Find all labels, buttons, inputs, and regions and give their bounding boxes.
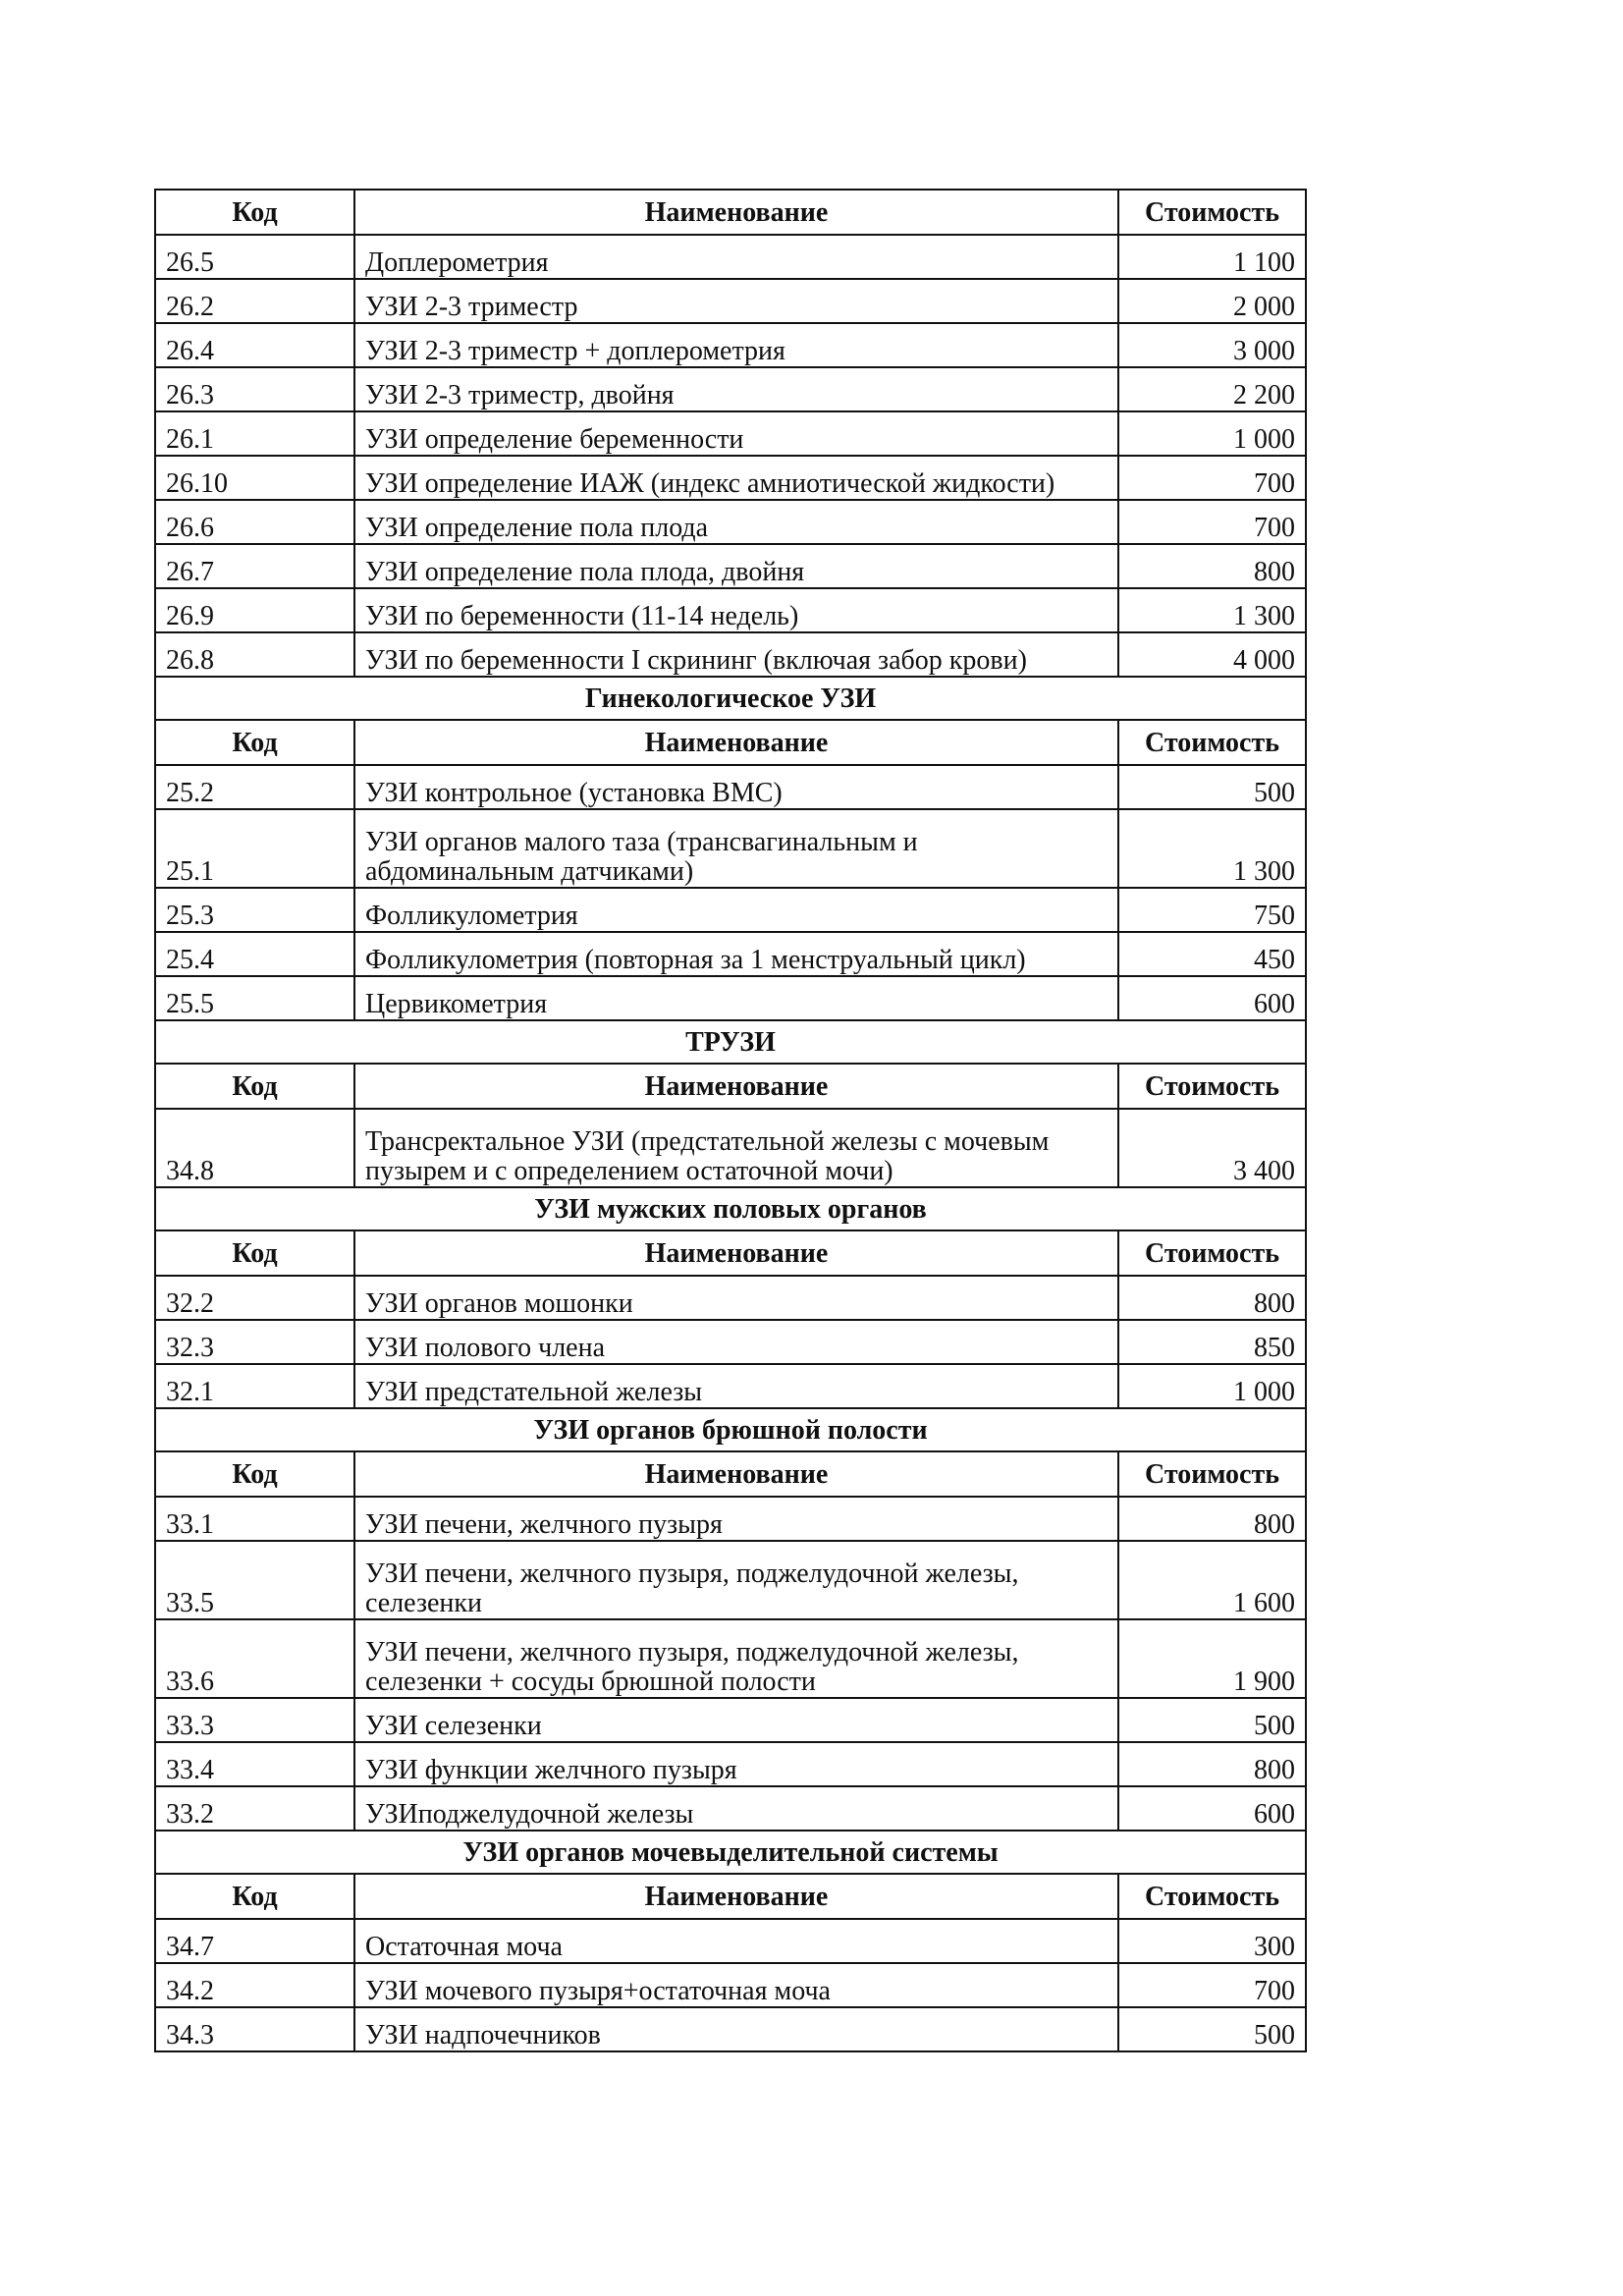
- service-name: УЗИ предстательной железы: [354, 1364, 1118, 1408]
- table-row: [155, 1742, 1306, 1786]
- service-code: 26.3: [155, 367, 354, 411]
- service-name: УЗИ печени, желчного пузыря, поджелудочной железы, селезенки + сосуды брюшной полости: [354, 1619, 1118, 1698]
- service-code: 26.8: [155, 632, 354, 677]
- service-price: 1 600: [1118, 1541, 1306, 1619]
- service-code: 26.7: [155, 544, 354, 588]
- table-row: [155, 323, 1306, 367]
- service-name: УЗИ 2-3 триместр: [354, 279, 1118, 323]
- service-code: 25.4: [155, 932, 354, 976]
- header-name: Наименование: [354, 1451, 1118, 1497]
- service-name: Доплерометрия: [354, 235, 1118, 279]
- service-code: 32.2: [155, 1276, 354, 1320]
- service-name: УЗИ по беременности (11-14 недель): [354, 588, 1118, 632]
- service-code: 33.3: [155, 1698, 354, 1742]
- service-price: 450: [1118, 932, 1306, 976]
- table-row: [155, 2007, 1306, 2051]
- service-price: 850: [1118, 1320, 1306, 1364]
- section-title: УЗИ мужских половых органов: [155, 1187, 1306, 1230]
- service-code: 32.1: [155, 1364, 354, 1408]
- table-header-row: [155, 1874, 1306, 1919]
- table-row: [155, 1619, 1306, 1698]
- service-code: 26.1: [155, 411, 354, 456]
- service-name: УЗИ органов мошонки: [354, 1276, 1118, 1320]
- service-code: 25.1: [155, 809, 354, 888]
- service-code: 33.4: [155, 1742, 354, 1786]
- header-price: Стоимость: [1118, 1874, 1306, 1919]
- service-price: 1 000: [1118, 411, 1306, 456]
- service-price: 800: [1118, 544, 1306, 588]
- section-title: Гинекологическое УЗИ: [155, 677, 1306, 720]
- table-row: [155, 1276, 1306, 1320]
- service-price: 1 100: [1118, 235, 1306, 279]
- service-name: УЗИ мочевого пузыря+остаточная моча: [354, 1963, 1118, 2007]
- service-code: 26.9: [155, 588, 354, 632]
- service-price: 3 000: [1118, 323, 1306, 367]
- section-title: ТРУЗИ: [155, 1020, 1306, 1064]
- service-name: УЗИ 2-3 триместр + доплерометрия: [354, 323, 1118, 367]
- header-name: Наименование: [354, 1064, 1118, 1109]
- table-header-row: [155, 1451, 1306, 1497]
- service-price: 800: [1118, 1742, 1306, 1786]
- header-name: Наименование: [354, 720, 1118, 765]
- service-code: 26.6: [155, 500, 354, 544]
- table-row: [155, 367, 1306, 411]
- service-code: 26.4: [155, 323, 354, 367]
- service-price: 800: [1118, 1497, 1306, 1541]
- table-row: [155, 888, 1306, 932]
- service-code: 25.3: [155, 888, 354, 932]
- table-row: [155, 1698, 1306, 1742]
- service-price: 4 000: [1118, 632, 1306, 677]
- service-price: 700: [1118, 500, 1306, 544]
- table-header-row: [155, 720, 1306, 765]
- service-price: 2 000: [1118, 279, 1306, 323]
- table-row: [155, 1109, 1306, 1187]
- service-code: 34.2: [155, 1963, 354, 2007]
- header-code: Код: [155, 1874, 354, 1919]
- service-code: 26.10: [155, 456, 354, 500]
- header-price: Стоимость: [1118, 190, 1306, 235]
- header-name: Наименование: [354, 190, 1118, 235]
- table-row: [155, 1919, 1306, 1963]
- service-code: 32.3: [155, 1320, 354, 1364]
- service-name: Цервикометрия: [354, 976, 1118, 1020]
- service-price: 700: [1118, 456, 1306, 500]
- service-code: 33.5: [155, 1541, 354, 1619]
- service-name: УЗИ контрольное (установка ВМС): [354, 765, 1118, 809]
- table-row: [155, 1497, 1306, 1541]
- header-price: Стоимость: [1118, 720, 1306, 765]
- section-title: УЗИ органов брюшной полости: [155, 1408, 1306, 1451]
- service-code: 33.2: [155, 1786, 354, 1831]
- header-code: Код: [155, 1451, 354, 1497]
- service-price: 1 300: [1118, 588, 1306, 632]
- header-price: Стоимость: [1118, 1064, 1306, 1109]
- service-price: 1 300: [1118, 809, 1306, 888]
- service-price: 600: [1118, 1786, 1306, 1831]
- service-code: 33.6: [155, 1619, 354, 1698]
- service-name: УЗИ печени, желчного пузыря, поджелудочной железы, селезенки: [354, 1541, 1118, 1619]
- table-header-row: [155, 190, 1306, 235]
- header-code: Код: [155, 1064, 354, 1109]
- service-price: 500: [1118, 765, 1306, 809]
- table-row: [155, 1541, 1306, 1619]
- service-price: 600: [1118, 976, 1306, 1020]
- header-name: Наименование: [354, 1230, 1118, 1276]
- service-code: 26.5: [155, 235, 354, 279]
- service-name: Фолликулометрия: [354, 888, 1118, 932]
- table-row: [155, 279, 1306, 323]
- service-name: УЗИподжелудочной железы: [354, 1786, 1118, 1831]
- table-row: [155, 411, 1306, 456]
- header-code: Код: [155, 1230, 354, 1276]
- price-table: [154, 189, 1307, 2052]
- service-price: 1 000: [1118, 1364, 1306, 1408]
- service-code: 34.7: [155, 1919, 354, 1963]
- service-name: Фолликулометрия (повторная за 1 менструальный цикл): [354, 932, 1118, 976]
- table-row: [155, 1320, 1306, 1364]
- table-row: [155, 1364, 1306, 1408]
- price-list-page: [154, 189, 1305, 2052]
- service-name: УЗИ определение ИАЖ (индекс амниотической жидкости): [354, 456, 1118, 500]
- section-title: УЗИ органов мочевыделительной системы: [155, 1831, 1306, 1874]
- header-name: Наименование: [354, 1874, 1118, 1919]
- service-name: УЗИ определение пола плода: [354, 500, 1118, 544]
- service-name: УЗИ определение беременности: [354, 411, 1118, 456]
- service-name: УЗИ функции желчного пузыря: [354, 1742, 1118, 1786]
- service-name: УЗИ селезенки: [354, 1698, 1118, 1742]
- table-row: [155, 456, 1306, 500]
- table-row: [155, 544, 1306, 588]
- service-name: Трансректальное УЗИ (предстательной железы с мочевым пузырем и с определением остаточной мочи): [354, 1109, 1118, 1187]
- table-row: [155, 632, 1306, 677]
- service-name: УЗИ 2-3 триместр, двойня: [354, 367, 1118, 411]
- section-title-row: [155, 1831, 1306, 1874]
- price-table-body: [155, 190, 1306, 2051]
- table-row: [155, 588, 1306, 632]
- service-code: 25.2: [155, 765, 354, 809]
- table-row: [155, 500, 1306, 544]
- service-price: 1 900: [1118, 1619, 1306, 1698]
- table-row: [155, 1963, 1306, 2007]
- section-title-row: [155, 1020, 1306, 1064]
- header-price: Стоимость: [1118, 1451, 1306, 1497]
- service-price: 2 200: [1118, 367, 1306, 411]
- service-price: 500: [1118, 1698, 1306, 1742]
- service-code: 34.3: [155, 2007, 354, 2051]
- header-code: Код: [155, 190, 354, 235]
- service-code: 26.2: [155, 279, 354, 323]
- service-name: УЗИ определение пола плода, двойня: [354, 544, 1118, 588]
- service-price: 750: [1118, 888, 1306, 932]
- table-header-row: [155, 1064, 1306, 1109]
- table-header-row: [155, 1230, 1306, 1276]
- service-code: 34.8: [155, 1109, 354, 1187]
- section-title-row: [155, 1408, 1306, 1451]
- service-price: 300: [1118, 1919, 1306, 1963]
- table-row: [155, 976, 1306, 1020]
- service-name: УЗИ полового члена: [354, 1320, 1118, 1364]
- service-code: 25.5: [155, 976, 354, 1020]
- table-row: [155, 765, 1306, 809]
- service-price: 3 400: [1118, 1109, 1306, 1187]
- service-price: 700: [1118, 1963, 1306, 2007]
- table-row: [155, 235, 1306, 279]
- header-code: Код: [155, 720, 354, 765]
- service-price: 500: [1118, 2007, 1306, 2051]
- service-code: 33.1: [155, 1497, 354, 1541]
- service-name: УЗИ по беременности I скрининг (включая забор крови): [354, 632, 1118, 677]
- header-price: Стоимость: [1118, 1230, 1306, 1276]
- table-row: [155, 932, 1306, 976]
- service-name: УЗИ органов малого таза (трансвагинальным и абдоминальным датчиками): [354, 809, 1118, 888]
- section-title-row: [155, 677, 1306, 720]
- service-price: 800: [1118, 1276, 1306, 1320]
- service-name: УЗИ надпочечников: [354, 2007, 1118, 2051]
- table-row: [155, 1786, 1306, 1831]
- section-title-row: [155, 1187, 1306, 1230]
- service-name: УЗИ печени, желчного пузыря: [354, 1497, 1118, 1541]
- table-row: [155, 809, 1306, 888]
- service-name: Остаточная моча: [354, 1919, 1118, 1963]
